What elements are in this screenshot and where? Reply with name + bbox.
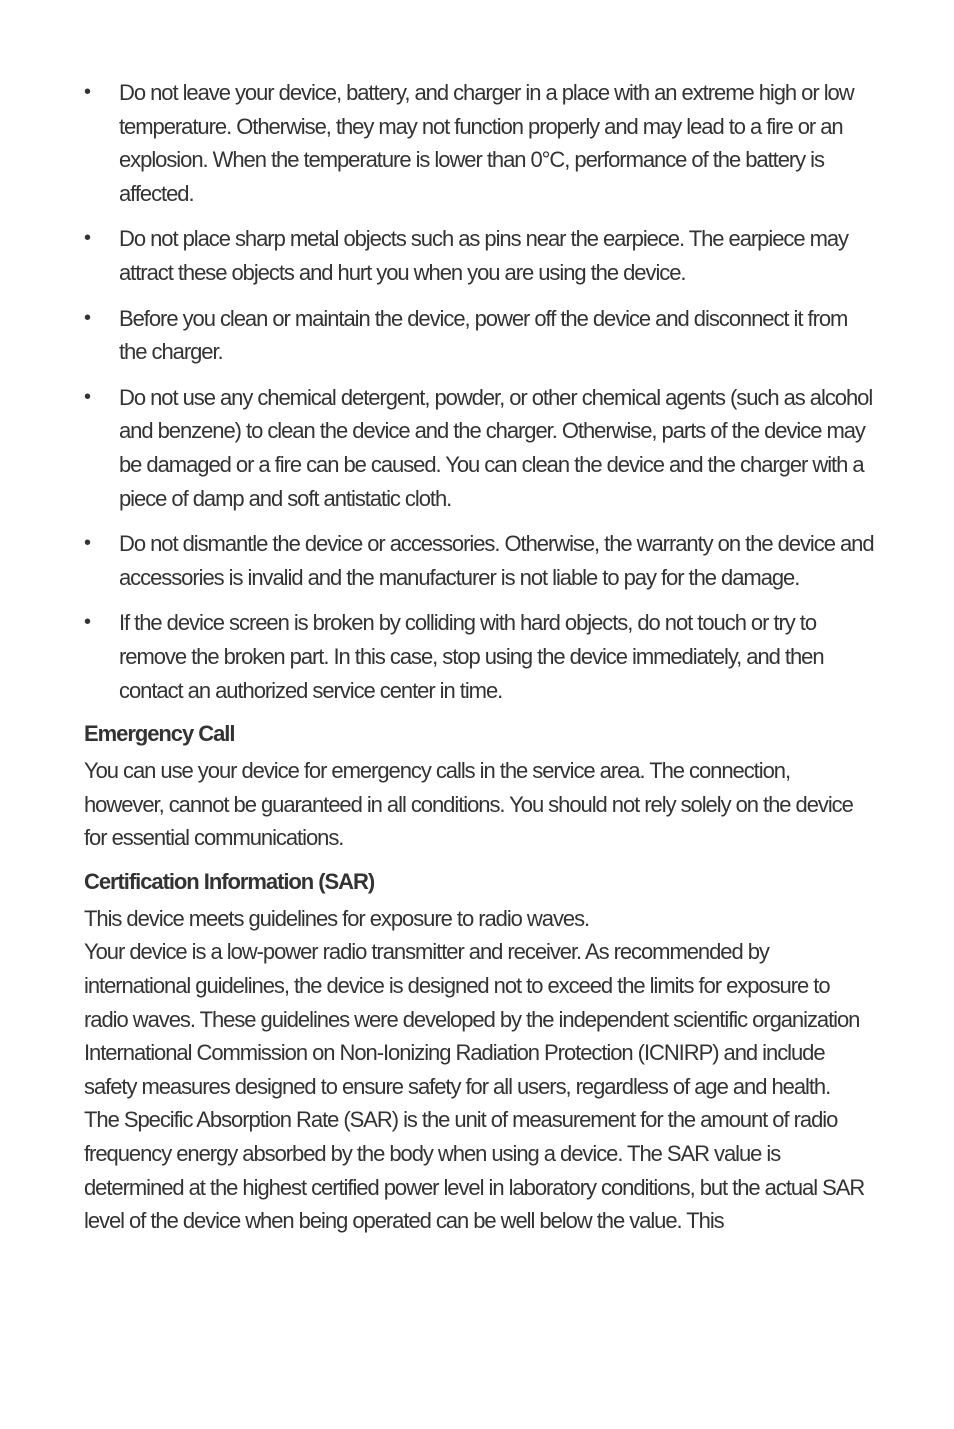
bullet-text: Before you clean or maintain the device, power off the device and disconnect it from the charger. bbox=[119, 305, 848, 365]
bullet-symbol: • bbox=[84, 611, 92, 634]
emergency-call-heading: Emergency Call bbox=[84, 721, 235, 747]
bullet-text: Do not use any chemical detergent, powder, or other chemical agents (such as alcohol and benzene) to clean the device and the charger. Otherwise, parts of the device may be damaged or a fire can be caused. You can clean the device and the charger with a piece of damp and soft antistatic cloth. bbox=[119, 384, 873, 511]
bullet-item-chemicals bbox=[84, 381, 874, 515]
bullet-symbol: • bbox=[84, 81, 92, 103]
bullet-item-cleaning bbox=[84, 302, 874, 369]
bullet-item-broken-screen bbox=[84, 606, 874, 707]
safety-bullet-list bbox=[84, 76, 874, 707]
sar-paragraph-intro: This device meets guidelines for exposure to radio waves. bbox=[84, 905, 590, 931]
bullet-item-sharp-objects bbox=[84, 222, 874, 289]
bullet-item-dismantle bbox=[84, 527, 874, 594]
bullet-symbol: • bbox=[84, 227, 92, 250]
bullet-text: Do not leave your device, battery, and charger in a place with an extreme high or low temperature. Otherwise, they may not function properly and may lead to a fire or an explosion. When the temperature is lower than 0°C, performance of the battery is affected. bbox=[119, 80, 854, 206]
sar-paragraph-transmitter: Your device is a low-power radio transmitter and receiver. As recommended by international guidelines, the device is designed not to exceed the limits for exposure to radio waves. These guidelines were developed by the independent scientific organization International Commission on Non-Ionizing Radiation Protection (ICNIRP) and include safety measures designed to ensure safety for all users, regardless of age and health. bbox=[84, 939, 860, 1099]
sar-paragraph-definition: The Specific Absorption Rate (SAR) is the unit of measurement for the amount of radio frequency energy absorbed by the body when using a device. The SAR value is determined at the highest certified power level in laboratory conditions, but the actual SAR level of the device when being operated can be well below the value. This bbox=[84, 1107, 865, 1234]
document-page bbox=[84, 76, 874, 1238]
bullet-symbol: • bbox=[84, 532, 92, 555]
bullet-text: Do not place sharp metal objects such as pins near the earpiece. The earpiece may attract these objects and hurt you when you are using the device. bbox=[119, 226, 849, 285]
bullet-text: Do not dismantle the device or accessories. Otherwise, the warranty on the device and accessories is invalid and the manufacturer is not liable to pay for the damage. bbox=[119, 531, 874, 590]
bullet-item-temperature bbox=[84, 76, 874, 210]
bullet-symbol: • bbox=[84, 306, 92, 329]
bullet-symbol: • bbox=[84, 385, 92, 408]
bullet-text: If the device screen is broken by colliding with hard objects, do not touch or try to remove the broken part. In this case, stop using the device immediately, and then contact an authorized service center in time. bbox=[119, 610, 824, 703]
emergency-call-text: You can use your device for emergency calls in the service area. The connection, however, cannot be guaranteed in all conditions. You should not rely solely on the device for essential communications. bbox=[84, 758, 853, 851]
sar-heading: Certification Information (SAR) bbox=[84, 868, 375, 894]
